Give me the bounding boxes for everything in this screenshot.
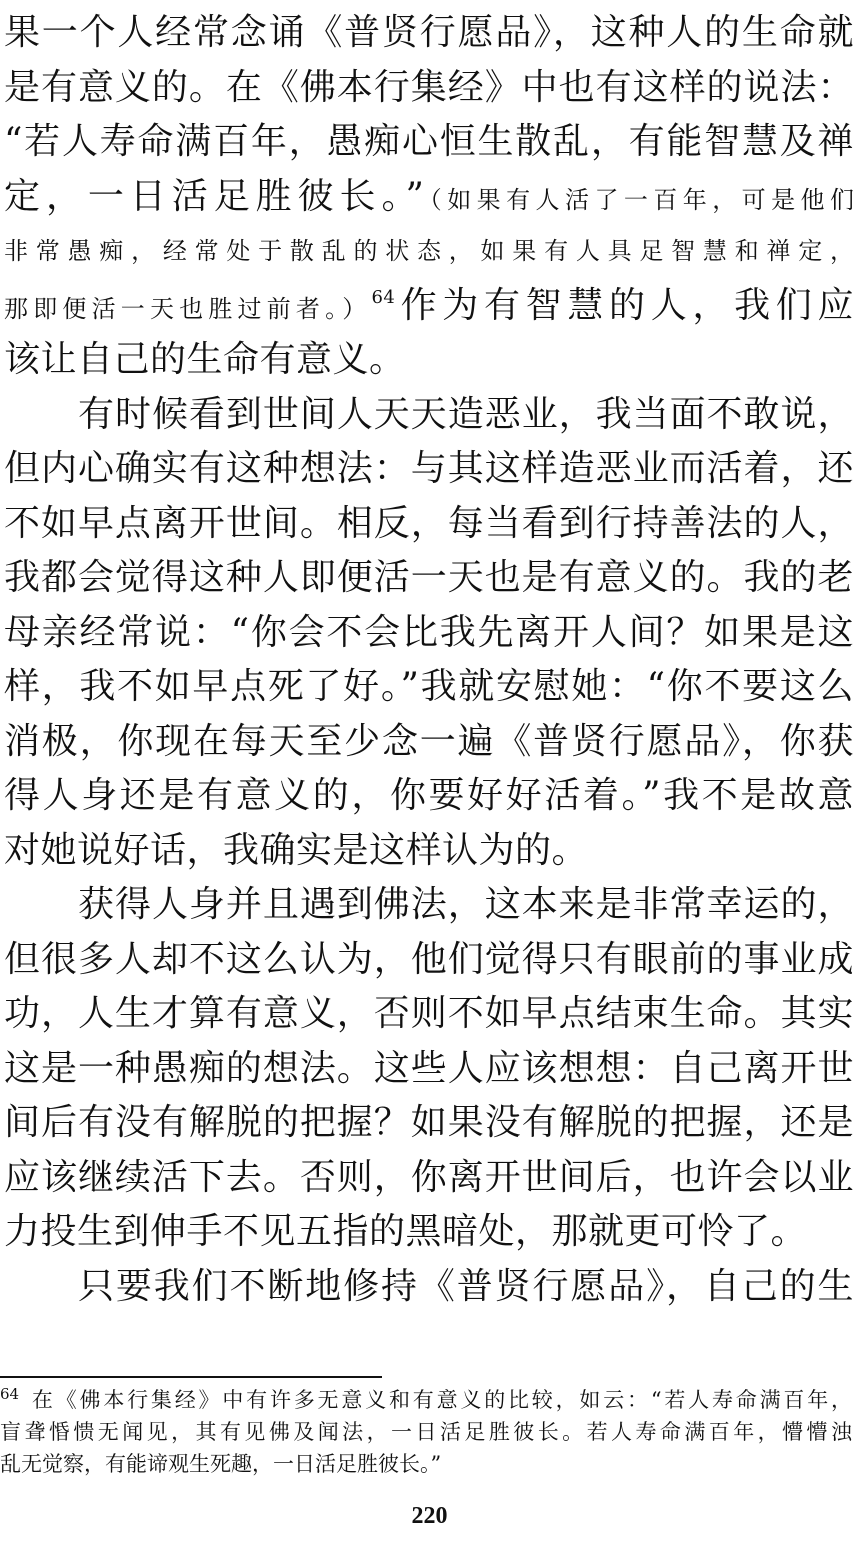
footnote-divider	[0, 1376, 382, 1378]
text-line: 该让自己的生命有意义。	[4, 339, 406, 380]
footnote-reference[interactable]: 64	[371, 286, 396, 308]
text-line: 是有意义的。在《佛本行集经》中也有这样的说法：	[4, 66, 854, 108]
page-number: 220	[411, 1503, 448, 1529]
footnote-mark: 64	[0, 1385, 20, 1403]
footnote-block	[0, 1384, 852, 1480]
paragraph-start-line: 获得人身并且遇到佛法，这本来是非常幸运的，	[78, 884, 854, 925]
text-line: “若人寿命满百年，愚痴心恒生散乱，有能智慧及禅	[4, 121, 854, 162]
footnote-line: 盲聋惛愦无闻见，其有见佛及闻法，一日活足胜彼长。若人寿命满百年，懵懵浊	[0, 1420, 852, 1444]
footnote-line	[0, 1384, 852, 1416]
text-line: 功，人生才算有意义，否则不如早点结束生命。其实	[4, 993, 854, 1034]
text-line: 应该继续活下去。否则，你离开世间后，也许会以业	[4, 1156, 854, 1198]
text-line: 不如早点离开世间。相反，每当看到行持善法的人，	[4, 502, 854, 544]
text-line-with-footnote-ref	[4, 279, 854, 334]
text-line: 消极，你现在每天至少念一遍《普贤行愿品》，你获	[4, 720, 854, 762]
text-line: 得人身还是有意义的，你要好好活着。”我不是故意	[4, 775, 854, 816]
text-segment: 定，一日活足胜彼长。”	[4, 175, 425, 217]
text-line-with-note	[4, 170, 854, 225]
text-line: 样，我不如早点死了好。”我就安慰她：“你不要这么	[4, 666, 854, 707]
text-segment: 作为有智慧的人，我们应	[395, 284, 854, 326]
paragraph-start-line: 有时候看到世间人天天造恶业，我当面不敢说，	[78, 393, 854, 435]
text-line: 我都会觉得这种人即便活一天也是有意义的。我的老	[4, 557, 854, 598]
paragraph-start-line: 只要我们不断地修持《普贤行愿品》，自己的生	[78, 1265, 854, 1307]
footnote-text: 在《佛本行集经》中有许多无意义和有意义的比较，如云：“若人寿命满百年，	[29, 1388, 852, 1412]
text-line: 但很多人却不这么认为，他们觉得只有眼前的事业成	[4, 938, 854, 980]
text-line: 间后有没有解脱的把握？如果没有解脱的把握，还是	[4, 1102, 854, 1143]
text-line: 力投生到伸手不见五指的黑暗处，那就更可怜了。	[4, 1211, 808, 1252]
inline-note-line: 非常愚痴，经常处于散乱的状态，如果有人具足智慧和禅定，	[4, 237, 854, 265]
inline-note: （如果有人活了一百年，可是他们	[424, 185, 854, 214]
text-line: 果一个人经常念诵《普贤行愿品》，这种人的生命就	[4, 12, 854, 53]
main-text	[4, 6, 854, 1314]
footnote-line: 乱无觉察，有能谛观生死趣，一日活足胜彼长。”	[0, 1452, 442, 1476]
text-line: 母亲经常说：“你会不会比我先离开人间？如果是这	[4, 611, 854, 653]
inline-note: 那即便活一天也胜过前者。）	[4, 294, 372, 323]
text-line: 但内心确实有这种想法：与其这样造恶业而活着，还	[4, 448, 854, 489]
text-line: 对她说好话，我确实是这样认为的。	[4, 829, 589, 871]
text-line: 这是一种愚痴的想法。这些人应该想想：自己离开世	[4, 1047, 854, 1089]
